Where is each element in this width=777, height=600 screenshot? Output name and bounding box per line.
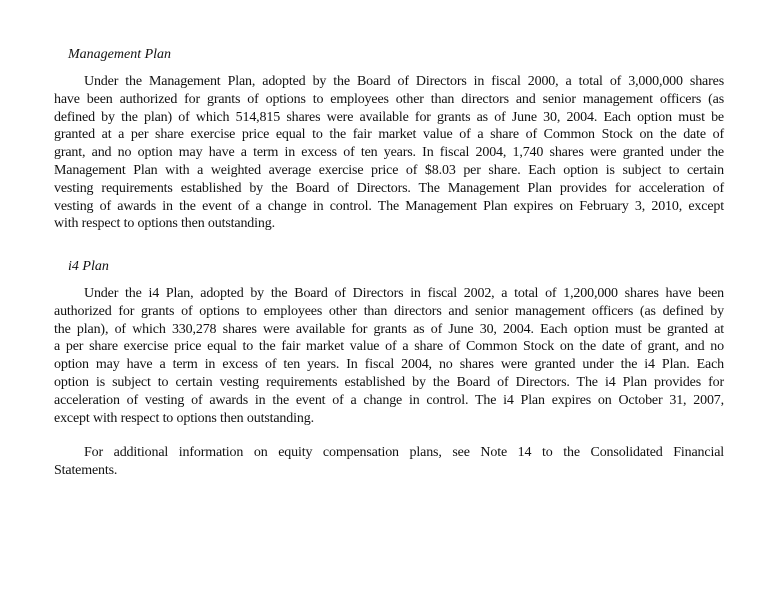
text-line: vesting requirements established by the Board of Directors. The Management Plan provides for acceleration of — [54, 180, 724, 196]
text-line: granted at a per share exercise price equal to the fair market value of a share of Common Stock on the date of — [54, 127, 724, 143]
text-line: Under the Management Plan, adopted by the Board of Directors in fiscal 2000, a total of 3,000,000 shares — [84, 74, 724, 89]
section-heading-management-plan: Management Plan — [68, 47, 172, 62]
text-line: Management Plan with a weighted average exercise price of $8.03 per share. Each option is subject to certain — [54, 162, 724, 178]
text-line: option is subject to certain vesting requirements established by the Board of Directors. The i4 Plan provides for — [54, 374, 724, 390]
paragraph-closing — [54, 444, 724, 480]
text-line: defined by the plan) of which 514,815 shares were available for grants as of June 30, 2004. Each option must be — [54, 109, 724, 125]
text-line: the plan), of which 330,278 shares were available for grants as of June 30, 2004. Each option must be granted at — [54, 321, 724, 337]
text-line: a per share exercise price equal to the fair market value of a share of Common Stock on the date of grant, and no — [54, 339, 724, 355]
text-line: have been authorized for grants of options to employees other than directors and senior management officers (as — [54, 91, 724, 107]
text-line: Under the i4 Plan, adopted by the Board of Directors in fiscal 2002, a total of 1,200,000 shares have been — [84, 286, 724, 301]
text-line: For additional information on equity compensation plans, see Note 14 to the Consolidated Financial — [84, 445, 724, 460]
text-line: except with respect to options then outstanding. — [54, 410, 314, 426]
text-line: grant, and no option may have a term in excess of ten years. In fiscal 2004, 1,740 shares were granted under the — [54, 145, 724, 161]
text-line: with respect to options then outstanding. — [54, 216, 275, 232]
text-line: acceleration of vesting of awards in the event of a change in control. The i4 Plan expires on October 31, 2007, — [54, 392, 724, 408]
text-line: Statements. — [54, 462, 118, 478]
paragraph-i4-plan — [54, 285, 724, 427]
text-line: option may have a term in excess of ten years. In fiscal 2004, no shares were granted under the i4 Plan. Each — [54, 357, 724, 373]
paragraph-management-plan — [54, 73, 724, 233]
section-heading-i4-plan: i4 Plan — [68, 259, 109, 274]
text-line: authorized for grants of options to employees other than directors and senior management officers (as defined by — [54, 303, 724, 319]
text-line: vesting of awards in the event of a change in control. The Management Plan expires on February 3, 2010, except — [54, 198, 724, 214]
